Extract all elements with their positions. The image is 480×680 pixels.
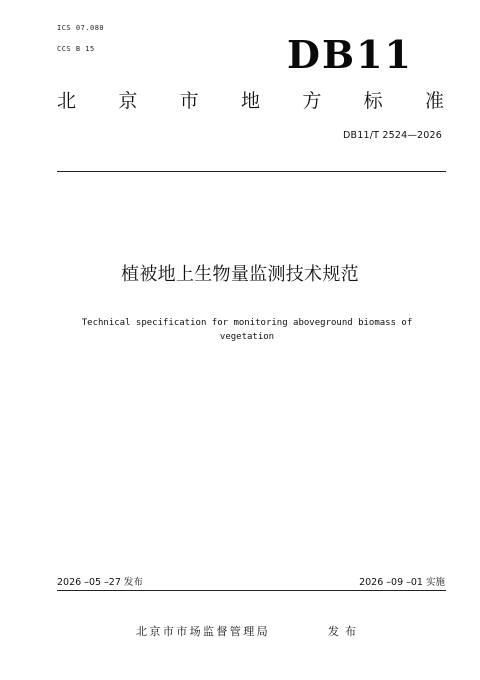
issuing-authority: 北京市市场监督管理局 (136, 625, 270, 638)
standard-category-title (57, 92, 444, 111)
standard-title-char: 方 (302, 90, 322, 112)
effective-date: 2026 –09 –01 实施 (359, 577, 445, 588)
standard-title-char: 标 (363, 90, 383, 112)
document-title-english: Technical specification for monitoring aboveground biomass of vegetation (81, 318, 413, 342)
standard-title-char: 准 (424, 90, 444, 112)
db-standard-mark: DB11 (287, 32, 413, 77)
top-divider (57, 171, 446, 172)
standard-title-char: 北 (57, 90, 77, 112)
ccs-code: CCS B 15 (57, 45, 95, 53)
publish-date: 2026 –05 –27 发布 (57, 577, 143, 588)
standard-title-char: 京 (118, 90, 138, 112)
issue-verb: 发布 (328, 625, 362, 638)
bottom-divider (57, 590, 446, 591)
standard-number: DB11/T 2524—2026 (343, 130, 442, 141)
document-title-chinese: 植被地上生物量监测技术规范 (121, 264, 359, 285)
standard-title-char: 地 (240, 90, 260, 112)
ics-code: ICS 07.080 (57, 24, 105, 32)
standard-title-char: 市 (179, 90, 199, 112)
